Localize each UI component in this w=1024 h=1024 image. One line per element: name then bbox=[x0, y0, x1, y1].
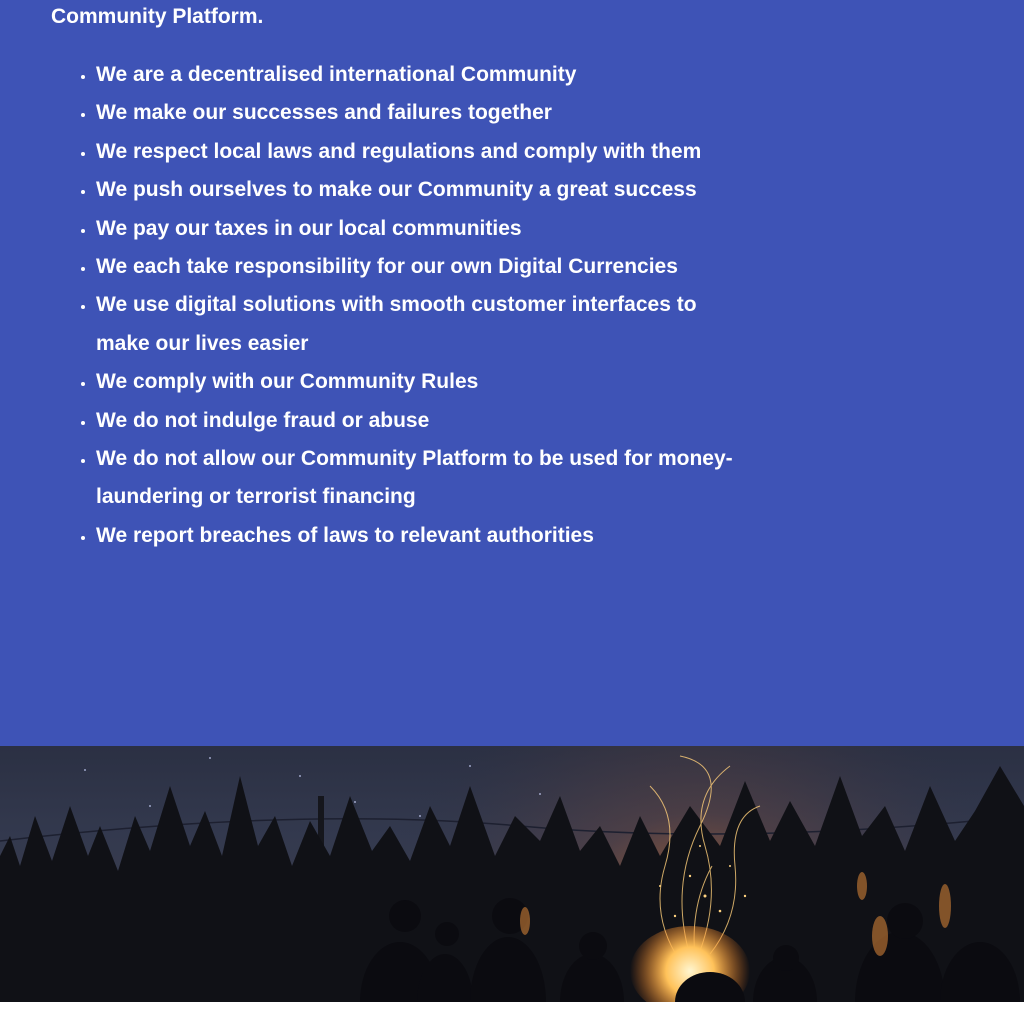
list-item: • We do not allow our Community Platform to be used for money-laundering or terrorist financing bbox=[96, 440, 736, 517]
intro-text: Community Platform. bbox=[51, 5, 264, 28]
list-item: • We respect local laws and regulations and comply with them bbox=[96, 133, 736, 171]
list-item: • We report breaches of laws to relevant authorities bbox=[96, 517, 736, 555]
list-item: • We do not indulge fraud or abuse bbox=[96, 402, 736, 440]
campfire-illustration bbox=[0, 746, 1024, 1002]
list-item: • We pay our taxes in our local communities bbox=[96, 210, 736, 248]
list-item: • We push ourselves to make our Community a great success bbox=[96, 171, 736, 209]
list-item: • We comply with our Community Rules bbox=[96, 363, 736, 401]
list-item: • We are a decentralised international Community bbox=[96, 56, 736, 94]
list-item: • We use digital solutions with smooth customer interfaces to make our lives easier bbox=[96, 286, 736, 363]
list-item: • We each take responsibility for our own Digital Currencies bbox=[96, 248, 736, 286]
values-list bbox=[51, 56, 736, 555]
campfire-photo bbox=[0, 746, 1024, 1002]
list-item: • We make our successes and failures together bbox=[96, 94, 736, 132]
